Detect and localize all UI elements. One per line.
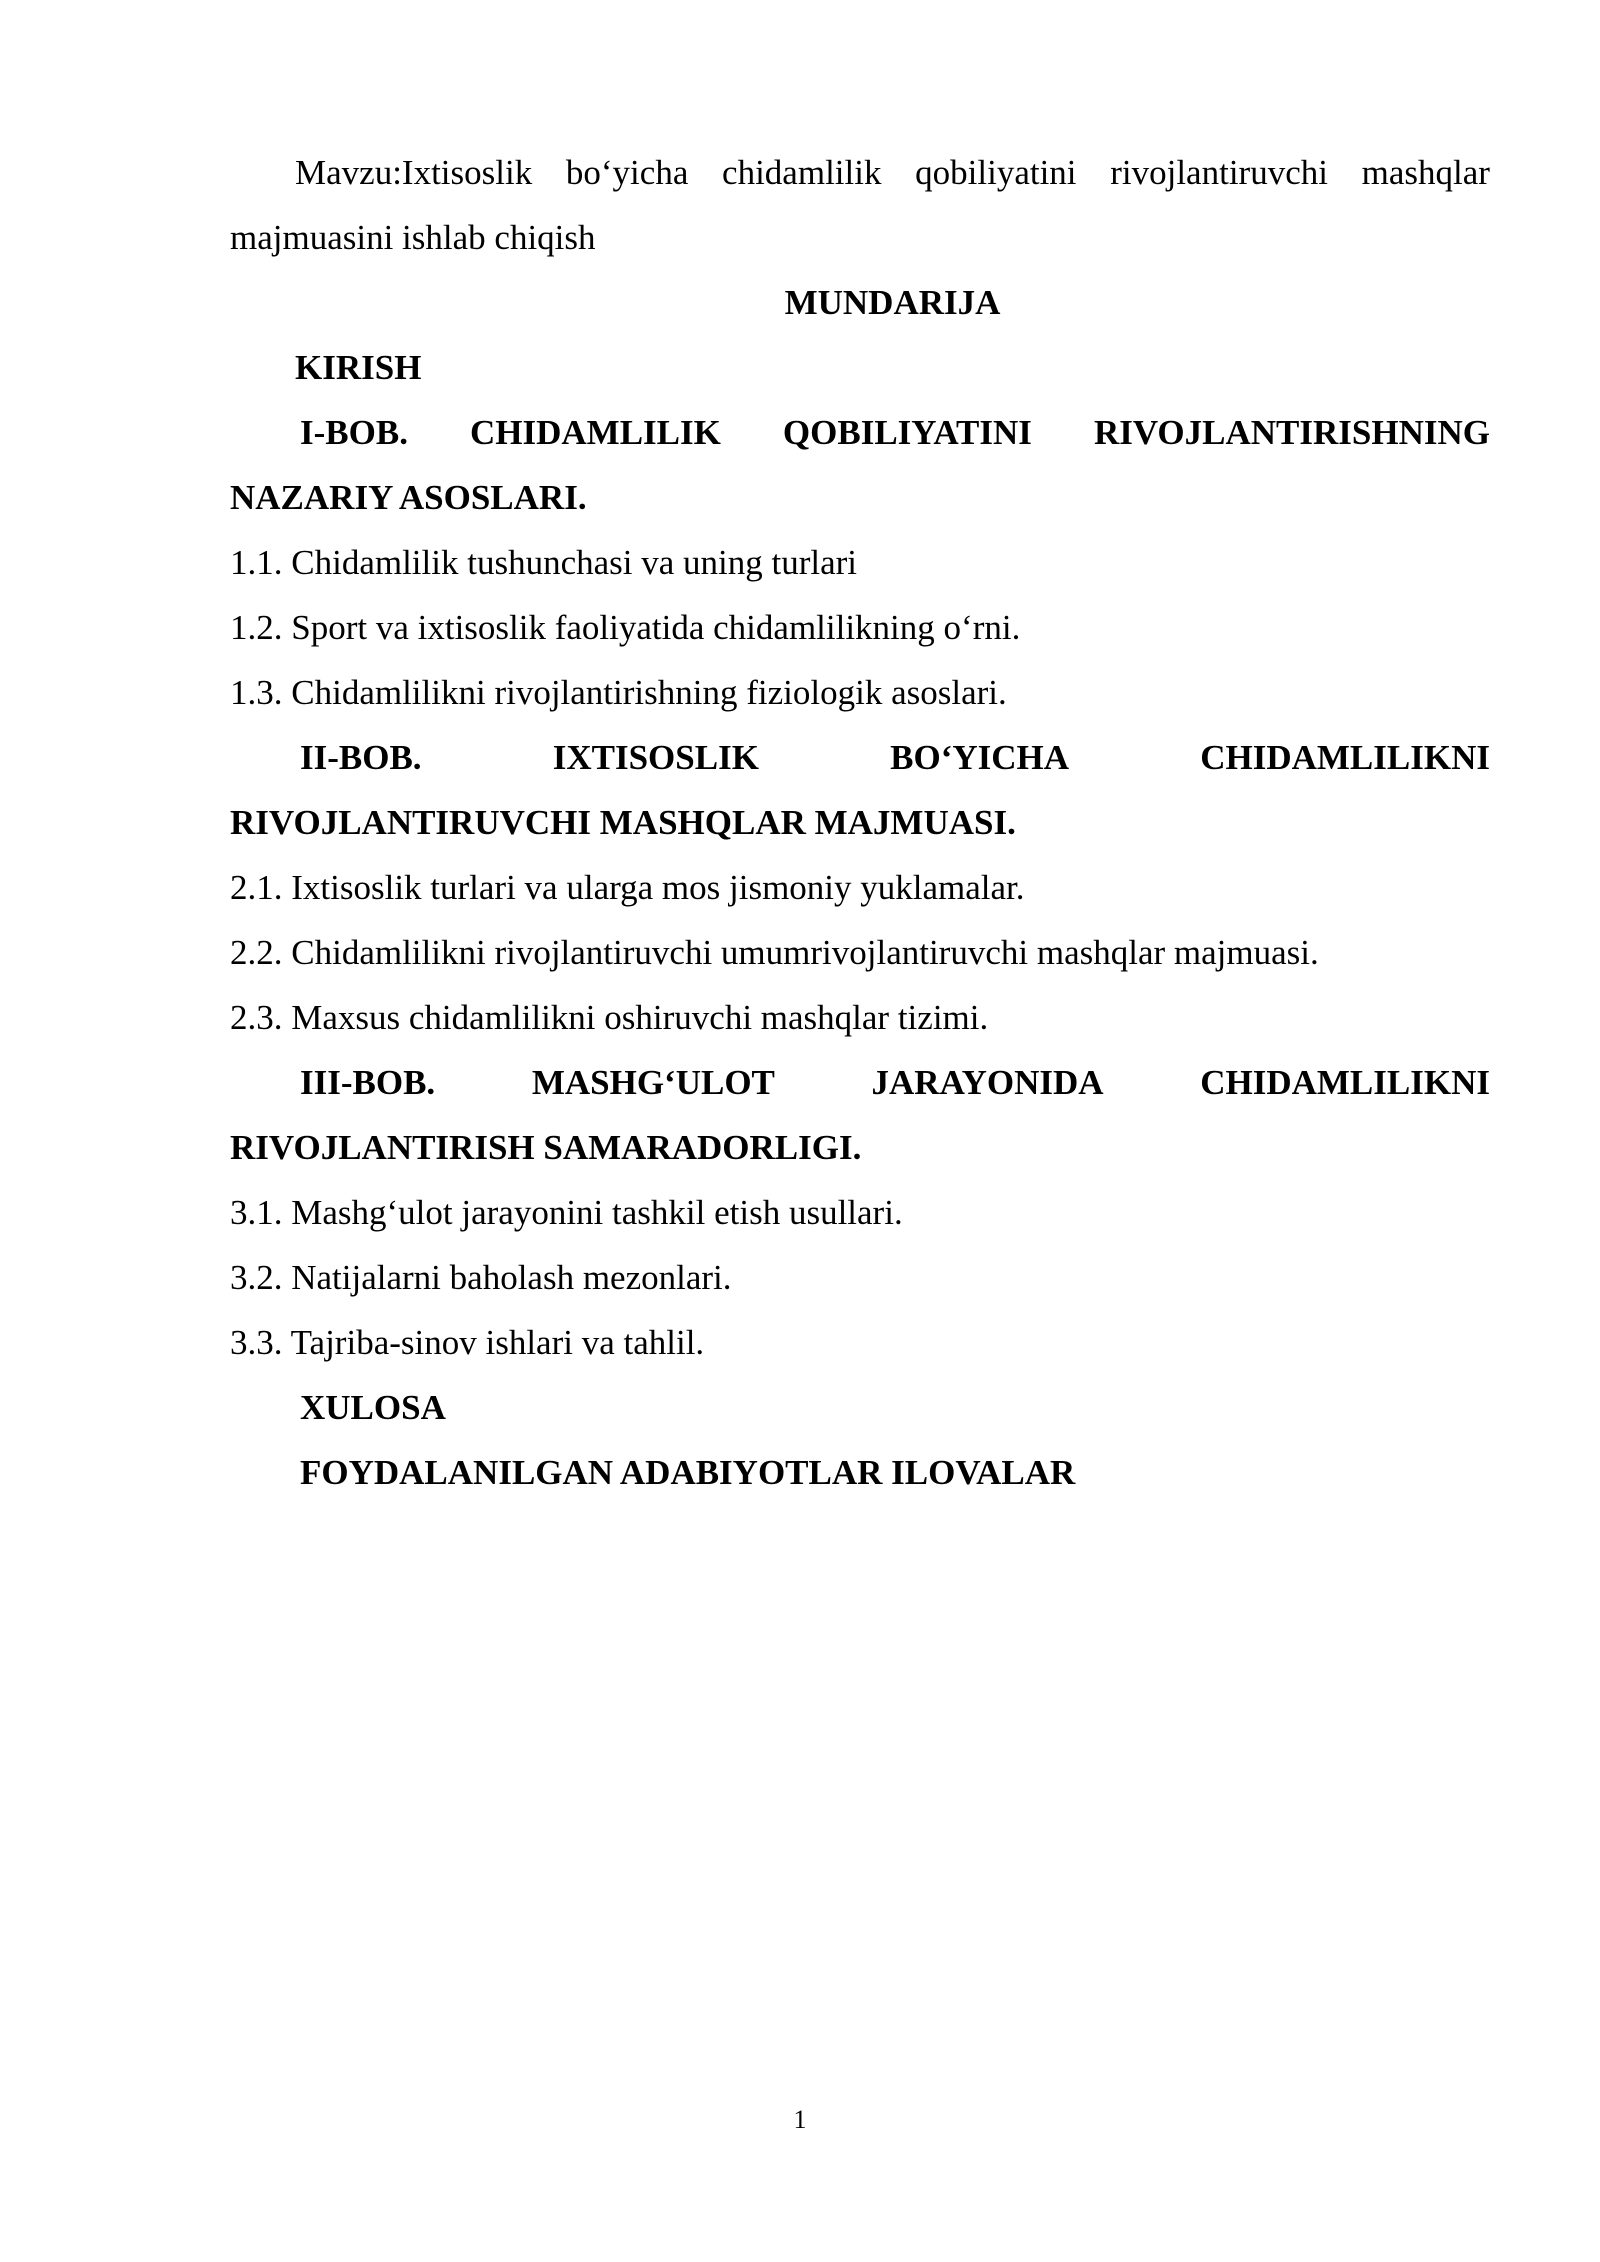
topic-line-2: majmuasini ishlab chiqish [230, 218, 596, 257]
document-page [230, 140, 1490, 1505]
chapter2-title-word: BO‘YICHA [890, 738, 1070, 777]
topic-line-1 [230, 140, 1490, 205]
toc-section-3-2: 3.2. Natijalarni baholash mezonlari. [230, 1258, 732, 1297]
topic-word: Mavzu:Ixtisoslik [295, 153, 533, 192]
toc-section-2-2: 2.2. Chidamlilikni rivojlantiruvchi umumrivojlantiruvchi mashqlar majmuasi. [230, 933, 1319, 972]
chapter2-title-word: II-BOB. [300, 738, 422, 777]
chapter3-title-word: JARAYONIDA [871, 1063, 1104, 1102]
topic-word: rivojlantiruvchi [1110, 153, 1328, 192]
chapter1-title-line-1 [230, 400, 1490, 465]
chapter2-title-line-1 [230, 725, 1490, 790]
page-number: 1 [793, 2105, 807, 2134]
toc-section-1-2: 1.2. Sport va ixtisoslik faoliyatida chidamlilikning o‘rni. [230, 608, 1021, 647]
chapter1-title-word: RIVOJLANTIRISHNING [1093, 413, 1490, 452]
toc-section-1-1: 1.1. Chidamlilik tushunchasi va uning turlari [230, 543, 858, 582]
toc-section-2-1: 2.1. Ixtisoslik turlari va ularga mos jismoniy yuklamalar. [230, 868, 1025, 907]
chapter3-title-word: CHIDAMLILIKNI [1200, 1063, 1490, 1102]
toc-section-3-1: 3.1. Mashg‘ulot jarayonini tashkil etish usullari. [230, 1193, 903, 1232]
topic-word: qobiliyatini [915, 153, 1077, 192]
chapter1-title-word: QOBILIYATINI [782, 413, 1032, 452]
toc-section-1-3: 1.3. Chidamlilikni rivojlantirishning fiziologik asoslari. [230, 673, 1007, 712]
chapter3-title-line-1 [230, 1050, 1490, 1115]
topic-word: mashqlar [1361, 153, 1490, 192]
toc-section-3-3: 3.3. Tajriba-sinov ishlari va tahlil. [230, 1323, 705, 1362]
toc-section-2-3: 2.3. Maxsus chidamlilikni oshiruvchi mashqlar tizimi. [230, 998, 989, 1037]
chapter2-title-word: IXTISOSLIK [552, 738, 759, 777]
chapter1-title-line-2: NAZARIY ASOSLARI. [230, 478, 587, 517]
chapter2-title-word: CHIDAMLILIKNI [1200, 738, 1490, 777]
chapter1-title-word: I-BOB. [300, 413, 408, 452]
chapter3-title-word: MASHG‘ULOT [531, 1063, 775, 1102]
toc-intro: KIRISH [295, 348, 422, 387]
chapter3-title-word: III-BOB. [300, 1063, 436, 1102]
toc-conclusion: XULOSA [300, 1388, 446, 1427]
chapter1-title-word: CHIDAMLILIK [470, 413, 721, 452]
chapter3-title-line-2: RIVOJLANTIRISH SAMARADORLIGI. [230, 1128, 862, 1167]
toc-references: FOYDALANILGAN ADABIYOTLAR ILOVALAR [300, 1453, 1076, 1492]
chapter2-title-line-2: RIVOJLANTIRUVCHI MASHQLAR MAJMUASI. [230, 803, 1016, 842]
topic-word: bo‘yicha [565, 153, 689, 192]
toc-heading: MUNDARIJA [784, 283, 1001, 322]
topic-word: chidamlilik [722, 153, 882, 192]
